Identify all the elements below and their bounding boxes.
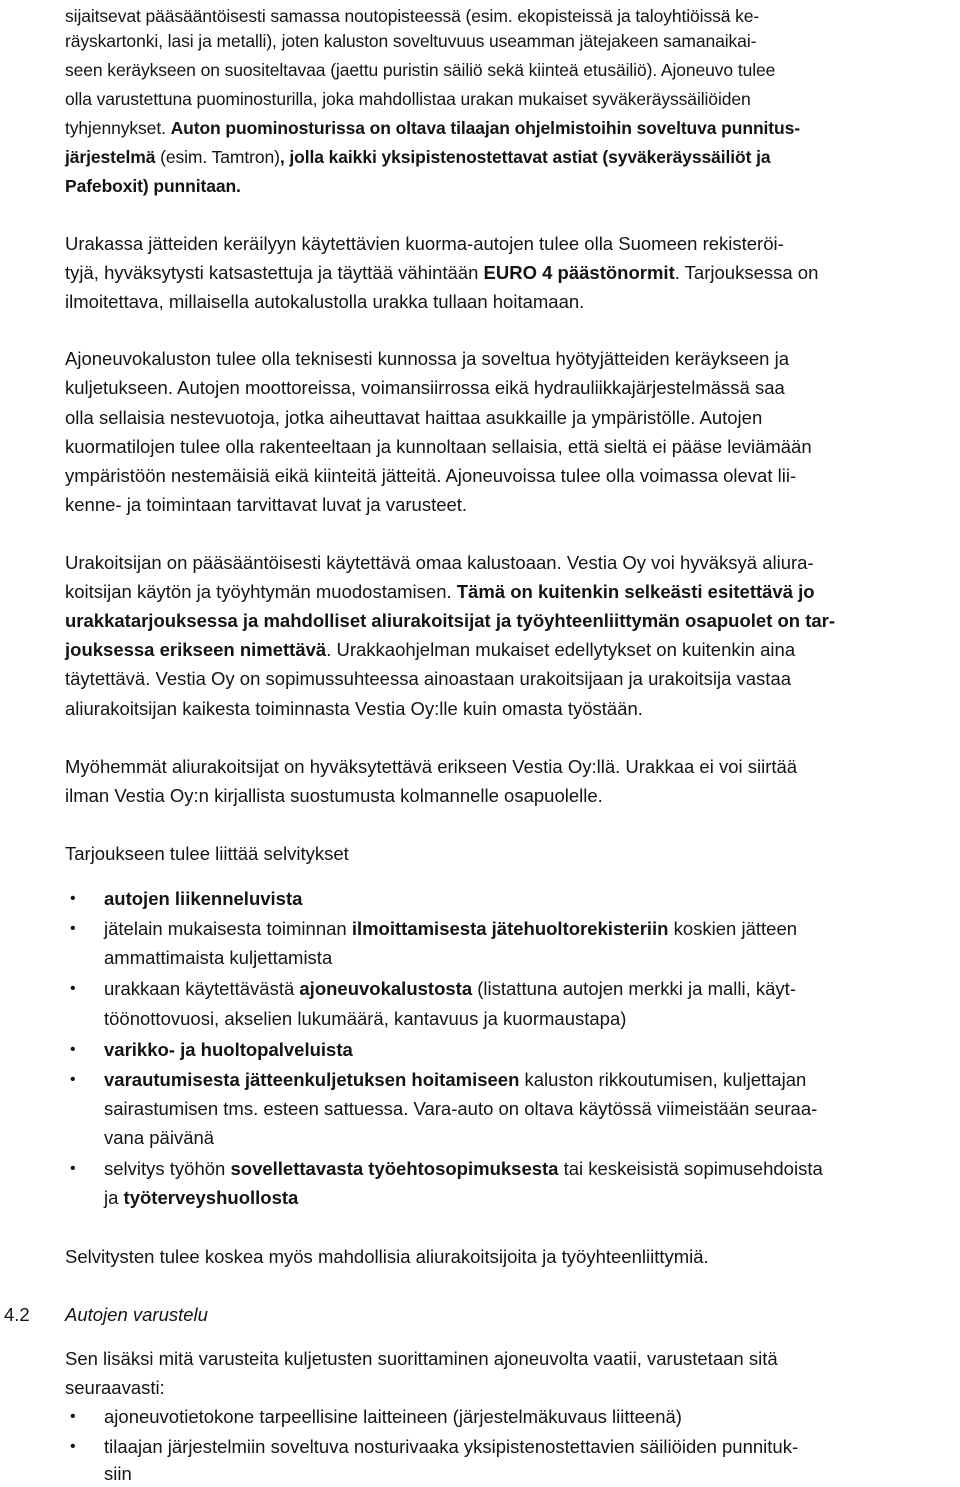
- bold-span: Tämä on kuitenkin selkeästi esitettävä jo: [456, 581, 815, 602]
- list-item: tilaajan järjestelmiin soveltuva nosturivaaka yksipistenostettavien säiliöiden punnituk-: [104, 1436, 799, 1457]
- text-line: urakkatarjouksessa ja mahdolliset aliurakoitsijat ja työyhteenliittymän osapuolet on tar-: [65, 610, 836, 631]
- bullet-icon: •: [70, 1408, 76, 1425]
- text-span: selvitys työhön: [104, 1158, 231, 1179]
- bullet-icon: •: [70, 890, 76, 907]
- bold-span: työterveyshuollosta: [123, 1187, 299, 1208]
- text-line: [65, 637, 795, 663]
- list-item-continuation: siin: [104, 1463, 132, 1484]
- text-line: [65, 115, 800, 141]
- text-span: tai keskeisistä sopimusehdoista: [558, 1158, 823, 1179]
- text-line: kuljetukseen. Autojen moottoreissa, voimansiirrossa eikä hydrauliikkajärjestelmässä saa: [65, 377, 785, 398]
- bold-span: varautumisesta jätteenkuljetuksen hoitamiseen: [104, 1069, 520, 1090]
- text-line: täytettävä. Vestia Oy on sopimussuhteessa ainoastaan urakoitsijaan ja urakoitsija vastaa: [65, 668, 792, 689]
- text-line: Urakoitsijan on pääsääntöisesti käytettävä omaa kalustoaan. Vestia Oy voi hyväksyä aliura-: [65, 552, 814, 573]
- list-item-continuation: vana päivänä: [104, 1127, 215, 1148]
- text-line: Urakassa jätteiden keräilyyn käytettävien kuorma-autojen tulee olla Suomeen rekisteröi-: [65, 233, 784, 254]
- text-line: [65, 144, 771, 170]
- text-span: . Tarjouksessa on: [674, 262, 819, 283]
- text-line: kenne- ja toimintaan tarvittavat luvat ja varusteet.: [65, 494, 468, 515]
- bold-span: sovellettavasta työehtosopimuksesta: [230, 1158, 559, 1179]
- text-span: kaluston rikkoutumisen, kuljettajan: [519, 1069, 807, 1090]
- bullet-icon: •: [70, 920, 76, 937]
- text-line: Sen lisäksi mitä varusteita kuljetusten suorittaminen ajoneuvolta vaatii, varustetaan sitä: [65, 1348, 778, 1369]
- text-span: koitsijan käytön ja työyhtymän muodostamisen.: [65, 581, 457, 602]
- section-number: 4.2: [4, 1304, 30, 1325]
- text-span: jätelain mukaisesta toiminnan: [104, 918, 352, 939]
- text-line: [65, 260, 818, 286]
- bold-span: ajoneuvokalustosta: [299, 978, 473, 999]
- text-line: sijaitsevat pääsääntöisesti samassa noutopisteessä (esim. ekopisteissä ja taloyhtiöissä ke-: [65, 6, 760, 26]
- text-span: urakkaan käytettävästä: [104, 978, 300, 999]
- bullet-icon: •: [70, 1438, 76, 1455]
- text-span: koskien jätteen: [668, 918, 798, 939]
- bullet-icon: •: [70, 1160, 76, 1177]
- text-line: ilman Vestia Oy:n kirjallista suostumusta kolmannelle osapuolelle.: [65, 785, 603, 806]
- bold-span: , jolla kaikki yksipistenostettavat astiat (syväkeräyssäiliöt ja: [279, 147, 771, 167]
- text-line: Tarjoukseen tulee liittää selvitykset: [65, 843, 349, 864]
- text-line: seen keräykseen on suositeltavaa (jaettu puristin säiliö sekä kiinteä etusäiliö). Ajoneuvo tulee: [65, 60, 776, 80]
- bold-span: järjestelmä: [65, 147, 156, 167]
- text-span: ja: [104, 1187, 124, 1208]
- text-line: [65, 579, 815, 605]
- text-line: Pafeboxit) punnitaan.: [65, 176, 241, 196]
- list-item: ajoneuvotietokone tarpeellisine laitteineen (järjestelmäkuvaus liitteenä): [104, 1406, 682, 1427]
- section-title: Autojen varustelu: [65, 1304, 208, 1325]
- list-item: [104, 976, 796, 1002]
- bold-span: ilmoittamisesta jätehuoltorekisteriin: [351, 918, 669, 939]
- bold-span: Auton puominosturissa on oltava tilaajan ohjelmistoihin soveltuva punnitus-: [170, 118, 800, 138]
- text-line: Ajoneuvokaluston tulee olla teknisesti kunnossa ja soveltua hyötyjätteiden keräykseen ja: [65, 348, 790, 369]
- list-item-continuation: sairastumisen tms. esteen sattuessa. Vara-auto on oltava käytössä viimeistään seuraa-: [104, 1098, 818, 1119]
- text-line: Myöhemmät aliurakoitsijat on hyväksytettävä erikseen Vestia Oy:llä. Urakkaa ei voi siirtää: [65, 756, 798, 777]
- list-item-continuation: [104, 1185, 298, 1211]
- bullet-icon: •: [70, 1041, 76, 1058]
- list-item-continuation: töönottovuosi, akselien lukumäärä, kantavuus ja kuormaustapa): [104, 1008, 627, 1029]
- text-span: (esim. Tamtron): [155, 147, 280, 167]
- text-line: ympäristöön nestemäisiä eikä kiinteitä jätteitä. Ajoneuvoissa tulee olla voimassa olevat lii-: [65, 465, 797, 486]
- text-span: tyhjennykset.: [65, 118, 166, 138]
- bold-span: EURO 4 päästönormit: [483, 262, 675, 283]
- bullet-icon: •: [70, 980, 76, 997]
- text-span: (listattuna autojen merkki ja malli, käyt-: [472, 978, 796, 999]
- text-line: räyskartonki, lasi ja metalli), joten kaluston soveltuvuus useamman jätejakeen samanaikai-: [65, 31, 757, 51]
- list-item: varikko- ja huoltopalveluista: [104, 1039, 353, 1060]
- list-item-continuation: ammattimaista kuljettamista: [104, 947, 333, 968]
- text-span: tyjä, hyväksytysti katsastettuja ja täyttää vähintään: [65, 262, 484, 283]
- list-item: [104, 916, 797, 942]
- bullet-icon: •: [70, 1071, 76, 1088]
- text-line: kuormatilojen tulee olla rakenteeltaan ja kunnoltaan sellaisia, että sieltä ei pääse leviämään: [65, 436, 812, 457]
- text-line: olla sellaisia nestevuotoja, jotka aiheuttavat haittaa asukkaille ja ympäristölle. Autojen: [65, 407, 763, 428]
- text-line: Selvitysten tulee koskea myös mahdollisia aliurakoitsijoita ja työyhteenliittymiä.: [65, 1246, 709, 1267]
- text-line: seuraavasti:: [65, 1377, 165, 1398]
- list-item: [104, 1156, 823, 1182]
- list-item: [104, 1067, 806, 1093]
- list-item: autojen liikenneluvista: [104, 888, 303, 909]
- bold-span: jouksessa erikseen nimettävä: [65, 639, 327, 660]
- text-line: olla varustettuna puominosturilla, joka mahdollistaa urakan mukaiset syväkeräyssäiliöiden: [65, 89, 751, 109]
- text-line: aliurakoitsijan kaikesta toiminnasta Vestia Oy:lle kuin omasta työstään.: [65, 698, 643, 719]
- text-line: ilmoitettava, millaisella autokalustolla urakka tullaan hoitamaan.: [65, 291, 585, 312]
- text-span: . Urakkaohjelman mukaiset edellytykset on kuitenkin aina: [326, 639, 796, 660]
